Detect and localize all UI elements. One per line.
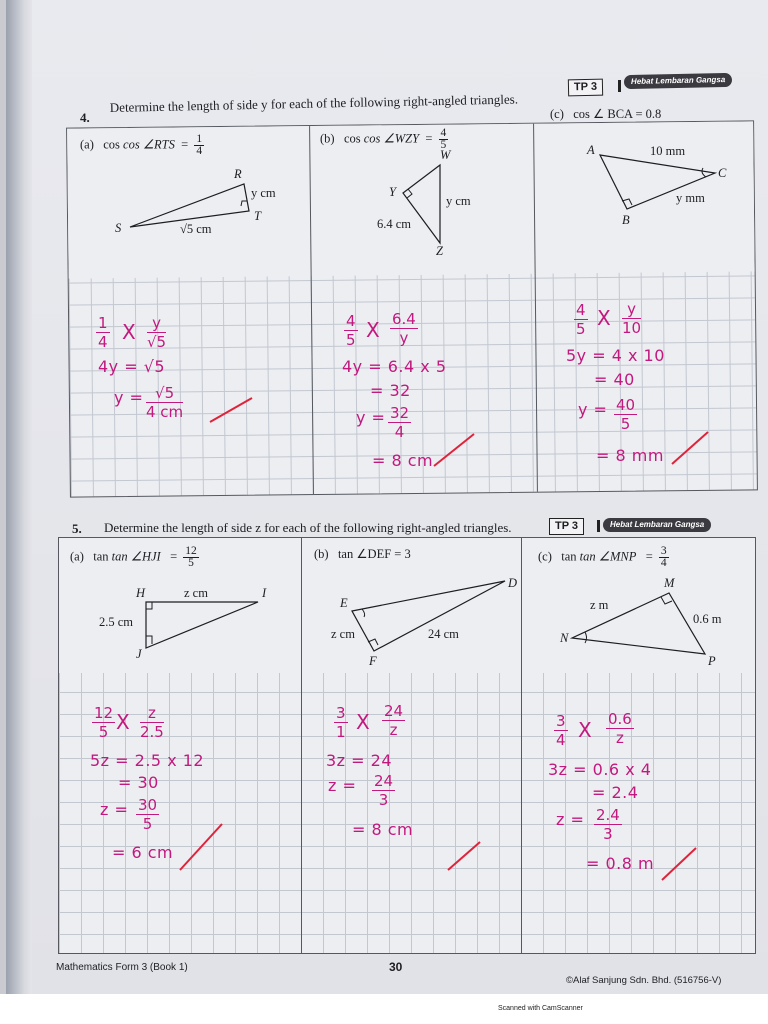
q5c-side-z: z m [590, 598, 609, 612]
q5c-work-line4-frac: 2.4 3 [596, 806, 620, 843]
q5b-vertex-d: D [508, 576, 518, 590]
q5c-fraction: $\frac{3}{4}$ [660, 545, 667, 569]
q4a-question: (a) cos cos ∠RTS = $\frac{1}{4}$ [80, 133, 203, 157]
q4b-work-line3: = 32 [370, 381, 411, 400]
q4a-vertex-r: R [234, 167, 242, 181]
q5c-question: (c) tan tan ∠MNP = $\frac{3}{4}$ [538, 545, 667, 569]
q4b-eq: = [425, 131, 433, 146]
q5c-work-line2: 3z = 0.6 x 4 [548, 760, 652, 779]
q5-number: 5. [72, 521, 82, 536]
q4a-work-line3-frac: √5 4 cm [146, 384, 184, 421]
q4-number: 4. [80, 110, 90, 125]
q4b-work-frac2: 6.4 y [392, 310, 416, 347]
q5c-vertex-m: M [664, 576, 675, 590]
q5a-vertex-h: H [136, 586, 146, 600]
q4b-work-times: X [366, 318, 381, 342]
scanner-caption: Scanned with CamScanner [498, 1005, 583, 1012]
q4a-label: (a) [80, 137, 94, 152]
q4-tp-badge: TP 3 [568, 79, 603, 97]
q4b-vertex-z: Z [436, 244, 443, 258]
q5a-fraction: $\frac{12}{5}$ [185, 545, 197, 569]
q4c-work-line3: = 40 [594, 370, 635, 389]
q5-tag: Hebat Lembaran Gangsa [603, 518, 711, 532]
footer-publisher: ©Alaf Sanjung Sdn. Bhd. (516756-V) [566, 975, 722, 986]
q4a-work-line2: 4y = √5 [98, 357, 166, 376]
q4-title: Determine the length of side y for each of the following right-angled triangles. [109, 91, 519, 116]
q4b-side-other: 6.4 cm [377, 217, 412, 231]
q5c-label: (c) [538, 549, 552, 564]
q5-title: Determine the length of side z for each of the following right-angled triangles. [104, 520, 512, 535]
q5c-expr: tan ∠MNP [579, 549, 637, 564]
q5c-vertex-p: P [708, 654, 716, 668]
q5c-check-mark [660, 846, 698, 882]
q4b-work-line2: 4y = 6.4 x 5 [342, 357, 447, 376]
q4b-label: (b) [320, 131, 335, 146]
q5b-work-frac1: 3 1 [336, 704, 346, 741]
q4b-work-line4: y = [356, 408, 386, 427]
q4c-work-frac2: y 10 [622, 300, 642, 337]
q4a-den: 4 [196, 145, 203, 157]
q4a-num: 1 [196, 133, 203, 145]
q4b-side-y: y cm [446, 194, 471, 208]
q4c-vertex-a: A [587, 143, 595, 157]
q4b-work-frac1: 4 5 [346, 312, 356, 349]
q4a-eq: = [181, 137, 189, 152]
q5-tp-badge: TP 3 [549, 518, 584, 535]
q4b-work-line5: = 8 cm [372, 451, 434, 470]
q4b-vertex-y: Y [389, 185, 396, 199]
q5a-work-line5: = 6 cm [112, 843, 174, 862]
q4b-fraction: $\frac{4}{5}$ [440, 127, 447, 151]
q4b-work-line4-frac: 32 4 [390, 404, 410, 441]
q5a-vertex-i: I [262, 586, 267, 600]
q4c-work-line4: y = [578, 400, 608, 419]
q5b-side-z: z cm [331, 627, 355, 641]
q5b-work-line3: z = [328, 776, 357, 795]
q5b-expr: tan ∠DEF = 3 [337, 547, 411, 561]
q4c-label: (c) [550, 107, 564, 121]
q4a-work-frac1: 1 4 [98, 314, 108, 351]
q4a-side-y: y cm [251, 186, 276, 200]
q4b-question: (b) cos cos ∠WZY = $\frac{4}{5}$ [320, 127, 447, 151]
q5a-side-z: z cm [184, 586, 208, 600]
q5a-work-frac2: z 2.5 [140, 704, 164, 741]
q5b-vertex-e: E [340, 596, 348, 610]
q5b-vertex-f: F [369, 654, 377, 668]
q5a-work-line4-frac: 30 5 [138, 796, 158, 833]
footer-page-number: 30 [389, 960, 403, 974]
q4a-work-line3: y = [114, 388, 144, 407]
q4c-vertex-c: C [718, 166, 727, 180]
q4a-vertex-t: T [254, 209, 261, 223]
q4b-expr: cos ∠WZY [363, 131, 420, 146]
q5a-work-frac1: 12 5 [94, 704, 114, 741]
q4-tag: Hebat Lembaran Gangsa [624, 73, 733, 89]
q5c-eq: = [645, 549, 653, 564]
q5b-work-times: X [356, 710, 371, 734]
q5a-side-left: 2.5 cm [99, 615, 134, 629]
q4c-work-times: X [597, 306, 612, 330]
q5c-work-frac1: 3 4 [556, 712, 566, 749]
q5b-side-other: 24 cm [428, 627, 459, 641]
q5b-label: (b) [314, 547, 329, 561]
q4a-vertex-s: S [115, 221, 122, 235]
q4c-side-y: y mm [676, 191, 705, 205]
q4c-side-top: 10 mm [650, 144, 686, 158]
footer-book-title: Mathematics Form 3 (Book 1) [56, 962, 188, 973]
q5c-work-frac2: 0.6 z [608, 710, 632, 747]
q5a-vertex-j: J [136, 647, 142, 661]
q5a-question: (a) tan tan ∠HJI = $\frac{12}{5}$ [70, 545, 197, 569]
q5a-work-times: X [116, 710, 131, 734]
q5b-work-line3-frac: 24 3 [374, 772, 394, 809]
q5c-vertex-n: N [560, 631, 569, 645]
q5b-work-line2: 3z = 24 [326, 751, 393, 770]
q5b-work-frac2: 24 z [384, 702, 404, 739]
q5a-eq: = [170, 549, 178, 564]
q5a-work-line2: 5z = 2.5 x 12 [90, 751, 205, 770]
q4c-work-line5: = 8 mm [596, 446, 664, 465]
q5c-work-line5: = 0.8 m [586, 854, 655, 873]
q5c-side-right: 0.6 m [693, 612, 722, 626]
q4c-work-line2: 5y = 4 x 10 [566, 346, 665, 365]
q5a-expr: tan ∠HJI [111, 549, 161, 564]
q4c-work-frac1: 4 5 [576, 301, 586, 338]
q4c-vertex-b: B [622, 213, 630, 227]
q5a-work-line4: z = [100, 800, 129, 819]
q4a-work-times: X [122, 320, 137, 344]
q4a-work-frac2: y √5 [147, 314, 167, 351]
q5c-work-times: X [578, 718, 593, 742]
q5c-work-line3: = 2.4 [592, 783, 639, 802]
q4a-side-base: √5 cm [180, 222, 212, 236]
q4c-work-line4-frac: 40 5 [616, 396, 636, 433]
q5b-work-line4: = 8 cm [352, 820, 414, 839]
q4a-expr: cos ∠RTS [123, 137, 175, 152]
q5c-work-line4: z = [556, 810, 585, 829]
q4b-vertex-w: W [440, 148, 451, 162]
q5a-work-line3: = 30 [118, 773, 159, 792]
q4c-expr: cos ∠ BCA = 0.8 [573, 107, 662, 121]
q5a-label: (a) [70, 549, 84, 564]
